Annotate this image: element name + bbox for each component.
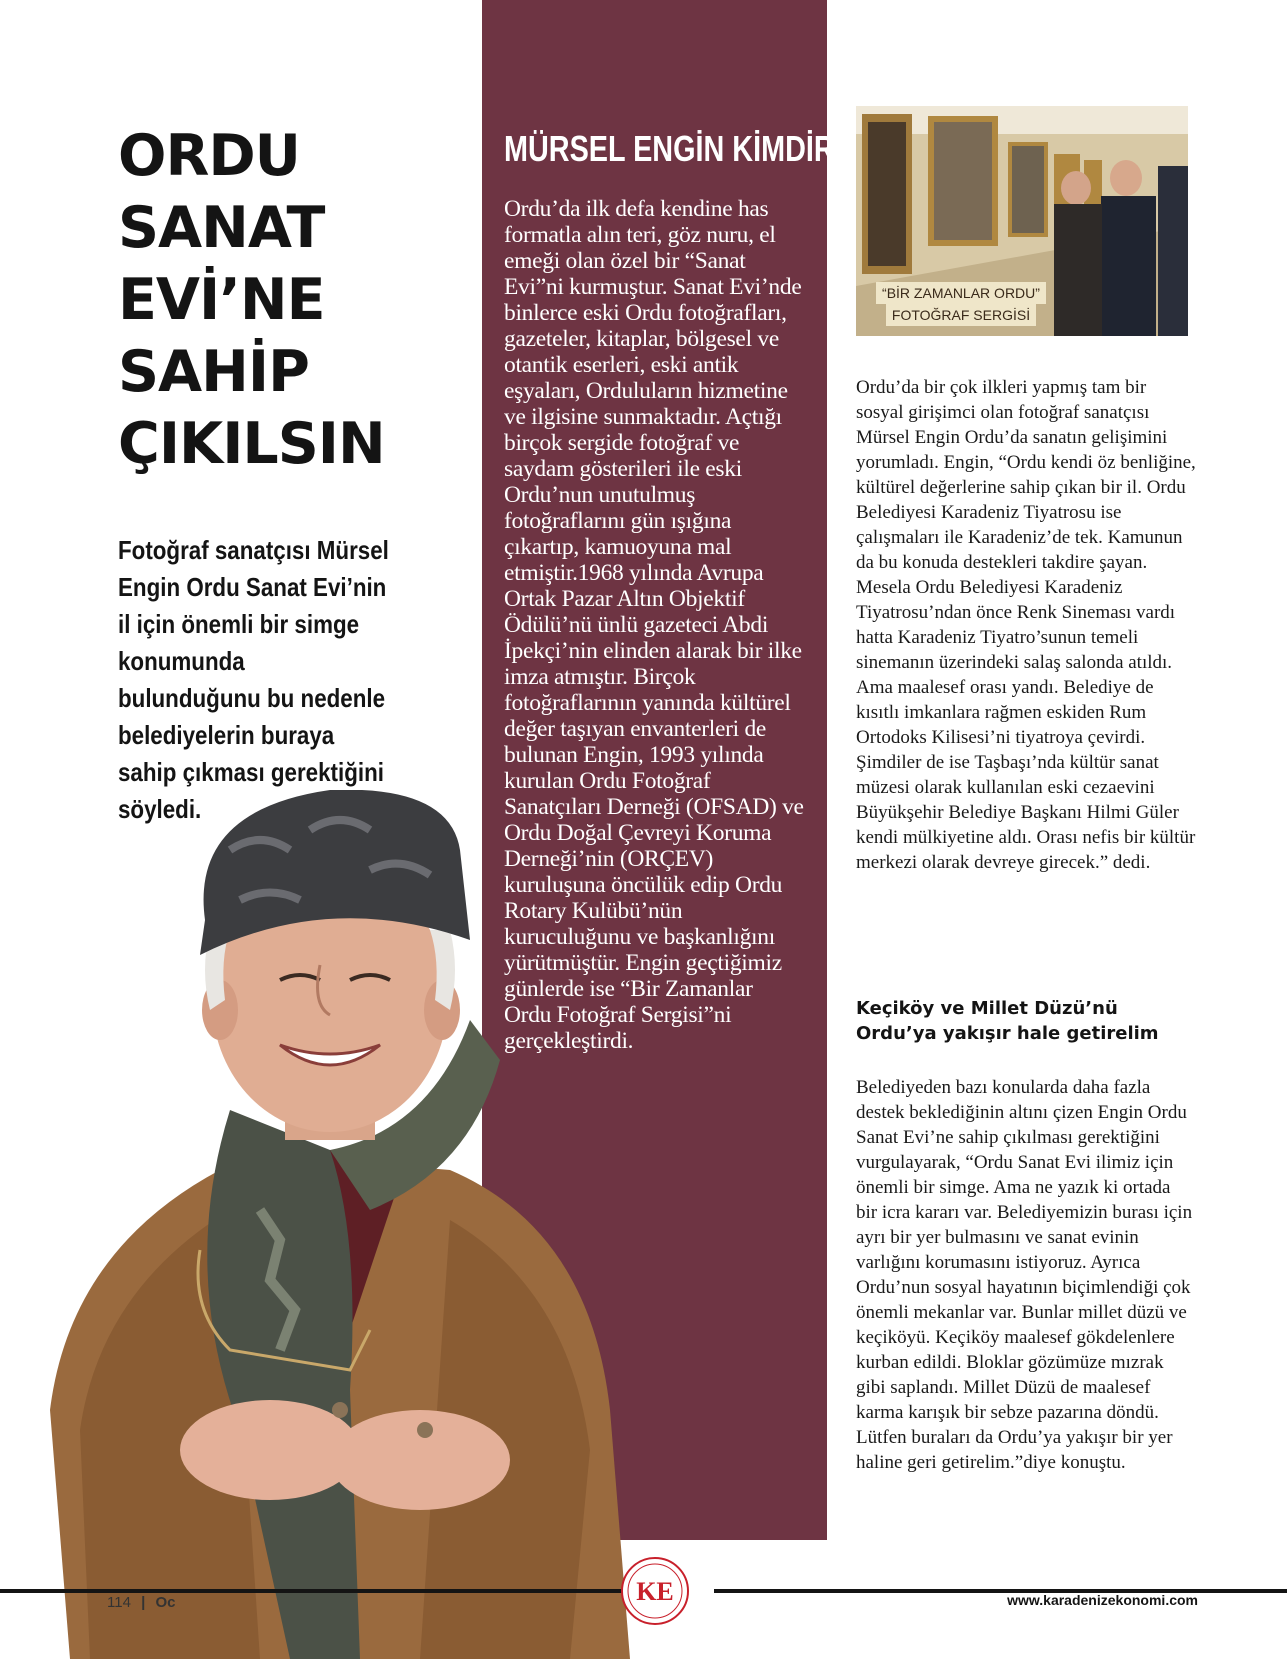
photo-caption-line2: FOTOĞRAF SERGİSİ [886,304,1036,326]
footer-rule [714,1589,1287,1593]
website-link[interactable]: www.karadenizekonomi.com [1007,1592,1198,1608]
photo-caption [856,282,1066,326]
magazine-name: Oc [155,1594,176,1611]
photo-caption-line1: “BİR ZAMANLAR ORDU” [876,282,1046,304]
headline-line: SAHİP [118,339,309,405]
page-number-value: 114 [107,1594,131,1611]
headline-line: EVİ’NE [118,267,325,333]
headline-line: ÇIKILSIN [118,411,385,477]
article-subheading: Keçiköy ve Millet Düzü’nü Ordu’ya yakışır hale getirelim [856,998,1159,1044]
article-headline [118,120,385,480]
sidebar-body: Ordu’da ilk defa kendine has formatla alın teri, göz nuru, el emeği olan özel bir “Sanat Evi”ni kurmuştur. Sanat Evi’nde binlerce eski Ordu fotoğrafları, gazeteler, kitaplar, bölgesel ve otantik eserleri, eski antik eşyaları, Orduluların hizmetine ve ilgisine sunmaktadır. Açtığı birçok sergide fotoğraf ve saydam gösterileri ile eski Ordu’nun unutulmuş fotoğraflarını gün ışığına çıkartıp, kamuoyuna mal etmiştir.1968 yılında Avrupa Ortak Pazar Altın Objektif Ödülü’nü ünlü gazeteci Abdi İpekçi’nin elinden alarak bir ilke imza atmıştır. Birçok fotoğraflarının yanında kültürel değer taşıyan envanterleri de bulunan Engin, 1993 yılında kurulan Ordu Fotoğraf Sanatçıları Derneği (OFSAD) ve Ordu Doğal Çevreyi Koruma Derneği’nin (ORÇEV) kuruluşuna öncülük edip Ordu Rotary Kulübü’nün kuruculuğunu ve başkanlığını yürütmüştür. Engin geçtiğimiz günlerde ise “Bir Zamanlar Ordu Fotoğraf Sergisi”ni gerçekleştirdi. [504,196,804,1054]
sidebar-title: MÜRSEL ENGİN KİMDİR? [504,128,853,169]
footer-separator: | [141,1594,146,1611]
article-body-paragraph: Ordu’da bir çok ilkleri yapmış tam bir sosyal girişimci olan fotoğraf sanatçısı Mürsel Engin Ordu’da sanatın gelişimini yorumladı. Engin, “Ordu kendi öz benliğine, kültürel değerlerine sahip çıkan bir il. Ordu Belediyesi Karadeniz Tiyatrosu ise çalışmaları ile Karadeniz’de tek. Kamunun da bu konuda destekleri takdire şayan. Mesela Ordu Belediyesi Karadeniz Tiyatrosu’ndan önce Renk Sineması vardı hatta Karadeniz Tiyatro’sunun temeli sinemanın üzerindeki salaş salonda atıldı. Ama maalesef orası yandı. Belediye de kısıtlı imkanlara rağmen eskiden Rum Ortodoks Kilisesi’ni tiyatroya çevirdi. Şimdiler de ise Taşbaşı’nda kültür sanat müzesi olarak kullanılan eski cezaevini Büyükşehir Belediye Başkanı Hilmi Güler kendi mülkiyetine aldı. Orası nefis bir kültür merkezi olarak devreye girecek.” dedi. [856,377,1196,873]
headline-line: SANAT [118,195,325,261]
footer-rule [0,1589,622,1593]
exhibition-photo [856,106,1188,336]
headline-line: ORDU [118,123,300,189]
magazine-logo [620,1556,690,1626]
article-body-paragraph: Belediyeden bazı konularda daha fazla destek beklediğinin altını çizen Engin Ordu Sanat Evi’ne sahip çıkılması gerektiğini vurgulayarak, “Ordu Sanat Evi ilimiz için önemli bir simge. Ama ne yazık ki ortada bir icra kararı var. Belediyemizin burası için ayrı bir yer bulmasını ve sanat evinin varlığını korumasını istiyoruz. Ayrıca Ordu’nun sosyal hayatının biçimlendiği çok önemli mekanlar var. Bunlar millet düzü ve keçiköyü. Keçiköy maalesef gökdelenlere kurban edildi. Bloklar gözümüze mızrak gibi saplandı. Millet Düzü de maalesef karma karışık bir sebze pazarına döndü. Lütfen buraları da Ordu’ya yakışır bir yer haline geri getirelim.”diye konuştu. [856,1077,1193,1473]
page-number [107,1594,175,1611]
article-lead: Fotoğraf sanatçısı Mürsel Engin Ordu Sanat Evi’nin il için önemli bir simge konumunda bulunduğunu bu nedenle belediyelerin buraya sahip çıkması gerektiğini söyledi. [118,535,389,824]
logo-text: KE [636,1577,674,1606]
